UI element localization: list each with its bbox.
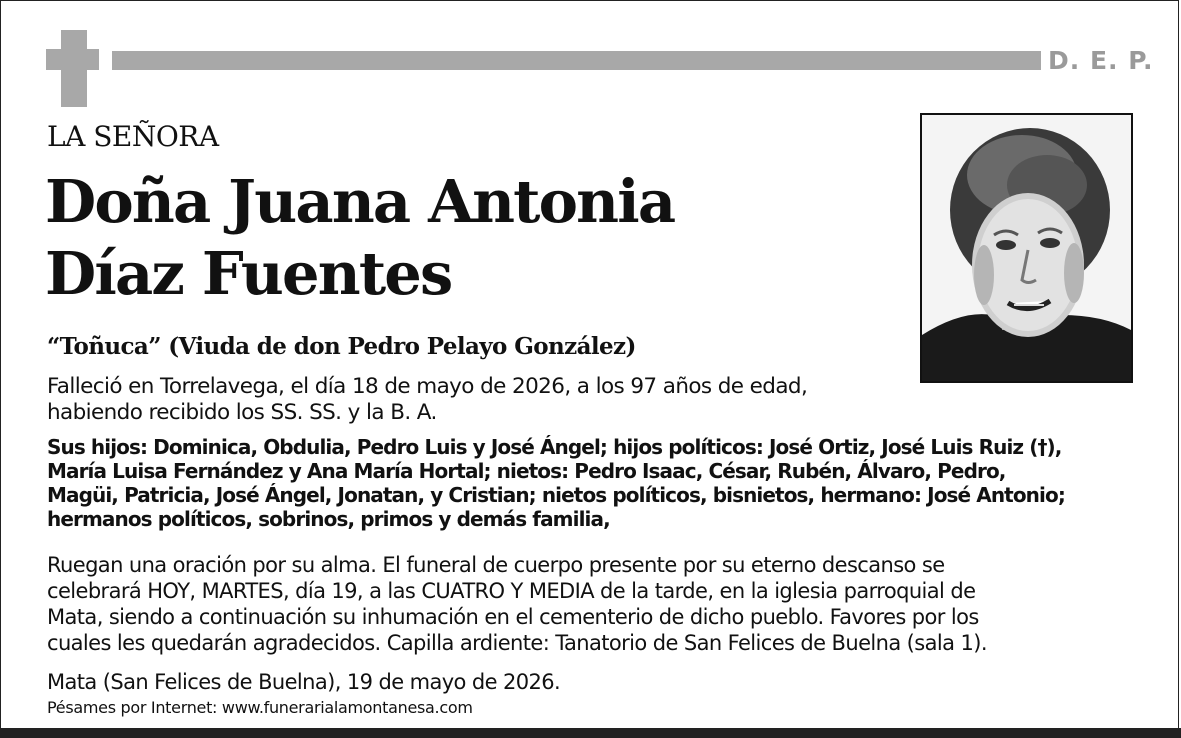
family-line: María Luisa Fernández y Ana María Hortal; nietos: Pedro Isaac, César, Rubén, Álvaro, Pedro, [47,459,1006,483]
dateline: Mata (San Felices de Buelna), 19 de mayo de 2026. [47,670,561,694]
name-line: Doña Juana Antonia [45,167,675,236]
funeral-details [47,552,987,656]
nickname: “Toñuca” (Viuda de don Pedro Pelayo González) [47,333,636,360]
funeral-line: Mata, siendo a continuación su inhumación en el cementerio de dicho pueblo. Favores por los [47,605,979,629]
deceased-name [45,166,674,310]
death-line: habiendo recibido los SS. SS. y la B. A. [47,400,437,425]
family-line: Sus hijos: Dominica, Obdulia, Pedro Luis y José Ángel; hijos políticos: José Ortiz, José Luis Ruiz (†), [47,435,1062,459]
header-rule [112,51,1041,70]
dep-label: D. E. P. [1048,46,1154,75]
honorific: LA SEÑORA [47,120,219,153]
funeral-line: cuales les quedarán agradecidos. Capilla ardiente: Tanatorio de San Felices de Buelna (sala 1). [47,631,987,655]
bottom-rule [0,728,1181,738]
funeral-line: celebrará HOY, MARTES, día 19, a las CUATRO Y MEDIA de la tarde, en la iglesia parroquial de [47,579,976,603]
family-list [47,435,1065,531]
death-line: Falleció en Torrelavega, el día 18 de mayo de 2026, a los 97 años de edad, [47,374,808,399]
family-line: Magüi, Patricia, José Ángel, Jonatan, y Cristian; nietos políticos, bisnietos, hermano: José Antonio; [47,483,1065,507]
portrait-photo [920,113,1133,383]
death-notice [47,374,807,426]
name-line: Díaz Fuentes [45,239,452,308]
portrait-image [922,115,1131,381]
condolences-link[interactable]: Pésames por Internet: www.funerarialamontanesa.com [47,698,473,717]
funeral-line: Ruegan una oración por su alma. El funeral de cuerpo presente por su eterno descanso se [47,553,945,577]
family-line: hermanos políticos, sobrinos, primos y demás familia, [47,507,610,531]
